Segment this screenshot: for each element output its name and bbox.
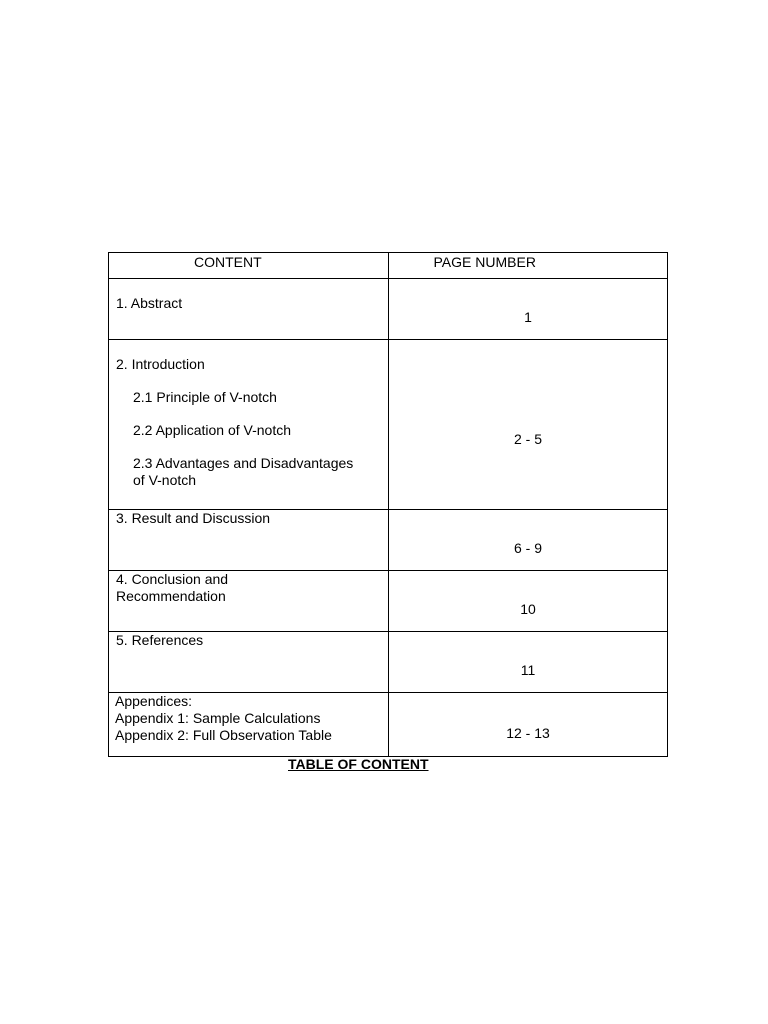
toc-subentry-continued: of V-notch [133, 472, 197, 489]
toc-entry-references [109, 631, 389, 692]
toc-entry-title: 5. References [116, 631, 204, 648]
toc-row-references [109, 631, 668, 692]
toc-row-conclusion [109, 571, 668, 632]
content-column-header: CONTENT [109, 253, 389, 279]
toc-page-cell [388, 510, 668, 571]
toc-entry-title: Appendices: [115, 692, 193, 709]
table-caption: TABLE OF CONTENT [288, 756, 429, 772]
toc-entry-appendices [109, 692, 389, 756]
toc-entry-title: 4. Conclusion and [116, 571, 229, 587]
toc-subentry: Appendix 1: Sample Calculations [115, 709, 321, 726]
toc-entry-title-continued: Recommendation [116, 588, 226, 604]
toc-table [108, 252, 668, 757]
toc-page-number: 10 [520, 601, 536, 617]
toc-page-number: 2 - 5 [513, 431, 542, 448]
toc-row-introduction [109, 340, 668, 510]
toc-page-number: 6 - 9 [513, 540, 542, 557]
toc-subentry: Appendix 2: Full Observation Table [115, 726, 332, 743]
toc-page-number: 12 - 13 [506, 724, 550, 741]
toc-entry-title: 2. Introduction [116, 356, 205, 373]
toc-row-result [109, 510, 668, 571]
toc-header-row [109, 253, 668, 279]
toc-page-cell [388, 571, 668, 632]
toc-entry-result [109, 510, 389, 571]
toc-page-number: 11 [520, 661, 536, 678]
toc-page-cell [388, 692, 668, 756]
toc-subentry: 2.3 Advantages and Disadvantages [133, 455, 354, 472]
toc-entry-title: 3. Result and Discussion [116, 510, 271, 527]
toc-row-abstract [109, 279, 668, 340]
toc-page-cell [388, 279, 668, 340]
toc-entry-abstract [109, 279, 389, 340]
toc-row-appendices [109, 692, 668, 756]
toc-entry-title: 1. Abstract [116, 295, 183, 312]
toc-entry-conclusion [109, 571, 389, 632]
page-number-column-header: PAGE NUMBER [388, 253, 668, 279]
toc-subentry: 2.1 Principle of V-notch [133, 389, 277, 406]
toc-page-cell [388, 340, 668, 510]
toc-subentry: 2.2 Application of V-notch [133, 422, 291, 439]
toc-entry-introduction [109, 340, 389, 510]
toc-page-number: 1 [524, 309, 532, 326]
toc-page-cell [388, 631, 668, 692]
